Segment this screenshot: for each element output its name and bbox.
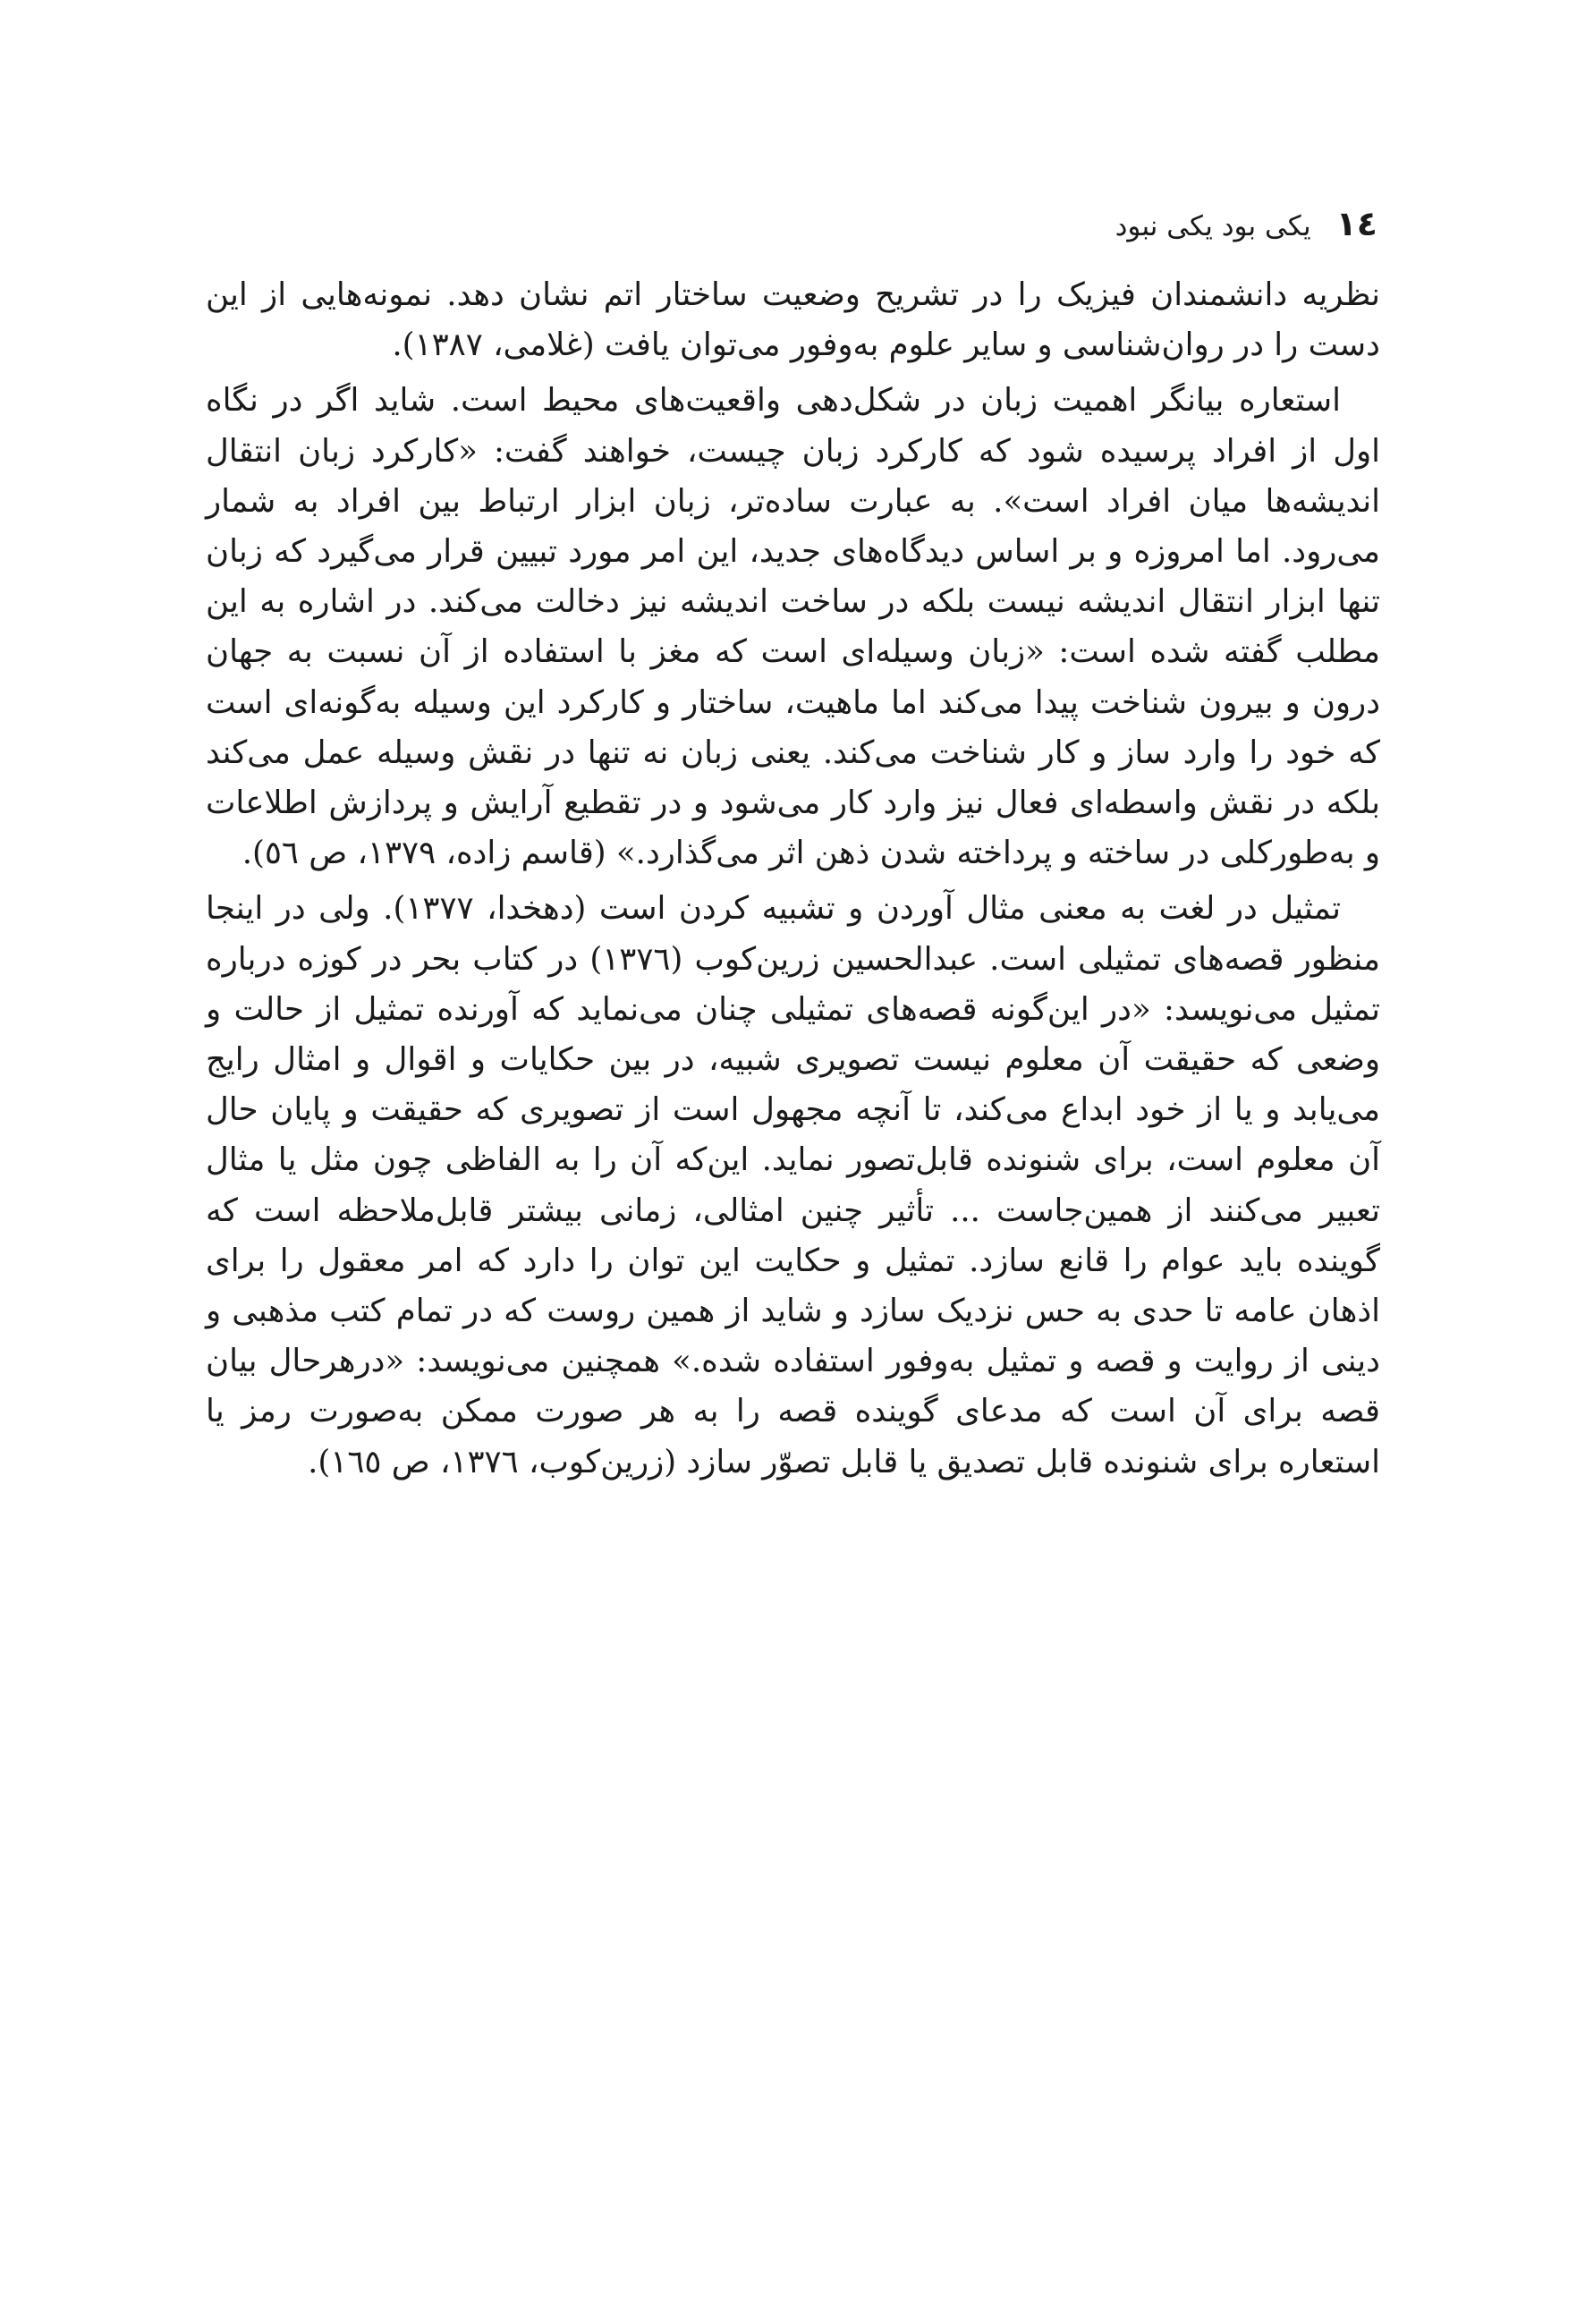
paragraph: استعاره بیانگر اهمیت زبان در شکل‌دهی واقعیت‌های محیط است. شاید اگر در نگاه اول از افراد پرسیده شود که کارکرد زبان چیست، خواهند گفت: «کارکرد زبان انتقال اندیشه‌ها میان افراد است». به عبارت ساده‌تر، زبان ابزار ارتباط بین افراد به شمار می‌رود. اما امروزه و بر اساس دیدگاه‌های جدید، این امر مورد تبیین قرار می‌گیرد که زبان تنها ابزار انتقال اندیشه نیست بلکه در ساخت اندیشه نیز دخالت می‌کند. در اشاره به این مطلب گفته شده است: «زبان وسیله‌ای است که مغز با استفاده از آن نسبت به جهان درون و بیرون شناخت پیدا می‌کند اما ماهیت، ساختار و کارکرد این وسیله به‌گونه‌ای است که خود را وارد ساز و کار شناخت می‌کند. یعنی زبان نه تنها در نقش وسیله عمل می‌کند بلکه در نقش واسطه‌ای فعال نیز وارد کار می‌شود و در تقطیع آرایش و پردازش اطلاعات و به‌طورکلی در ساخته و پرداخته شدن ذهن اثر می‌گذارد.» (قاسم زاده، ١٣٧٩، ص ٥٦). [206,382,1380,872]
page-number: ١٤ [1335,204,1377,243]
body-text [206,270,1380,1493]
paragraph: نظریه دانشمندان فیزیک را در تشریح وضعیت ساختار اتم نشان دهد. نمونه‌هایی از این دست را در روان‌شناسی و سایر علوم به‌وفور می‌توان یافت (غلامی، ۱۳۸۷). [206,276,1380,364]
running-title: یکی بود یکی نبود [1115,210,1311,242]
paragraph: تمثیل در لغت به معنی مثال آوردن و تشبیه کردن است (دهخدا، ۱۳۷۷). ولی در اینجا منظور قصه‌های تمثیلی است. عبدالحسین زرین‌کوب (١٣٧٦) در کتاب بحر در کوزه درباره تمثیل می‌نویسد: «در این‌گونه قصه‌های تمثیلی چنان می‌نماید که آورنده تمثیل از حالت و وضعی که حقیقت آن معلوم نیست تصویری شبیه، در بین حکایات و اقوال و امثال رایج می‌یابد و یا از خود ابداع می‌کند، تا آنچه مجهول است از تصویری که حقیقت و پایان حال آن معلوم است، برای شنونده قابل‌تصور نماید. این‌که آن را به الفاظی چون مثل یا مثال تعبیر می‌کنند از همین‌جاست ... تأثیر چنین امثالی، زمانی بیشتر قابل‌ملاحظه است که گوینده باید عوام را قانع سازد. تمثیل و حکایت این توان را دارد که امر معقول را برای اذهان عامه تا حدی به حس نزدیک سازد و شاید از همین روست که در تمام کتب مذهبی و دینی از روایت و قصه و تمثیل به‌وفور استفاده شده.» همچنین می‌نویسد: «درهرحال بیان قصه برای آن است که مدعای گوینده قصه را به هر صورت ممکن به‌صورت رمز یا استعاره برای شنونده قابل تصدیق یا قابل تصوّر سازد (زرین‌کوب، ١٣٧٦، ص ١٦٥). [206,890,1380,1480]
running-header [1115,204,1377,243]
